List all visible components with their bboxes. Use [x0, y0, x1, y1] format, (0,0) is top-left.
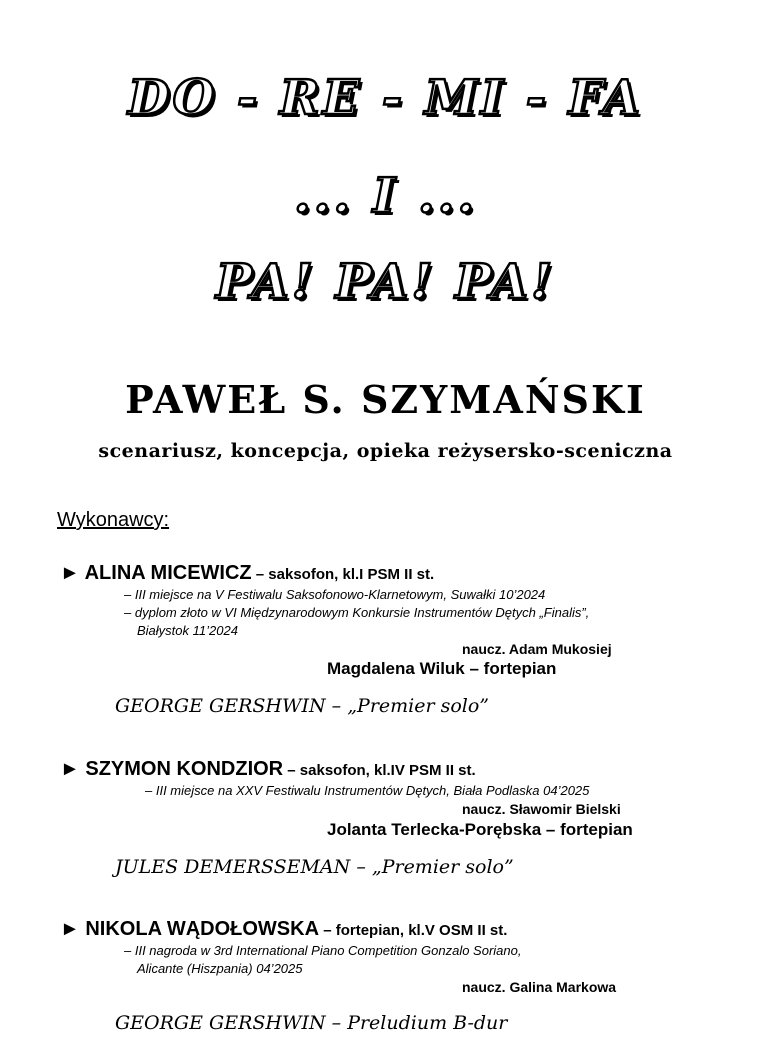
- title-line-3: PA! PA! PA!: [215, 254, 556, 310]
- title-line-1: DO - RE - MI - FA: [127, 70, 644, 126]
- piece: GEORGE GERSHWIN – Preludium B-dur: [115, 1012, 508, 1034]
- piece: GEORGE GERSHWIN – „Premier solo”: [115, 695, 490, 717]
- performer-details: – saksofon, kl.IV PSM II st.: [283, 762, 476, 779]
- award-line: – III nagroda w 3rd International Piano Competition Gonzalo Soriano,: [124, 943, 522, 958]
- teacher: naucz. Galina Markowa: [462, 979, 617, 995]
- performer-name: ► ALINA MICEWICZ: [60, 562, 252, 584]
- performer-heading: [60, 562, 434, 585]
- performer-heading: [60, 918, 507, 941]
- performer-name: ► NIKOLA WĄDOŁOWSKA: [60, 918, 320, 940]
- award-line: – III miejsce na V Festiwalu Saksofonowo-Klarnetowym, Suwałki 10’2024: [124, 587, 546, 602]
- teacher: naucz. Adam Mukosiej: [462, 641, 612, 657]
- award-line: Białystok 11’2024: [137, 623, 238, 638]
- author-role: scenariusz, koncepcja, opieka reżysersko-sceniczna: [98, 440, 673, 462]
- accompanist: Magdalena Wiluk – fortepian: [327, 659, 557, 678]
- performer-details: – saksofon, kl.I PSM II st.: [251, 566, 435, 583]
- accompanist: Jolanta Terlecka-Porębska – fortepian: [327, 820, 633, 839]
- author-name: PAWEŁ S. SZYMAŃSKI: [125, 377, 646, 422]
- performers-label: Wykonawcy:: [57, 509, 170, 531]
- performer-details: – fortepian, kl.V OSM II st.: [319, 922, 508, 939]
- performer-heading: [60, 758, 476, 781]
- award-line: – III miejsce na XXV Festiwalu Instrumentów Dętych, Biała Podlaska 04’2025: [145, 783, 590, 798]
- title-line-2: ... I ...: [293, 168, 478, 224]
- teacher: naucz. Sławomir Bielski: [462, 801, 621, 817]
- award-line: – dyplom złoto w VI Międzynarodowym Konkursie Instrumentów Dętych „Finalis”,: [124, 605, 590, 620]
- award-line: Alicante (Hiszpania) 04’2025: [137, 961, 303, 976]
- piece: JULES DEMERSSEMAN – „Premier solo”: [115, 856, 514, 878]
- performer-name: ► SZYMON KONDZIOR: [60, 758, 284, 780]
